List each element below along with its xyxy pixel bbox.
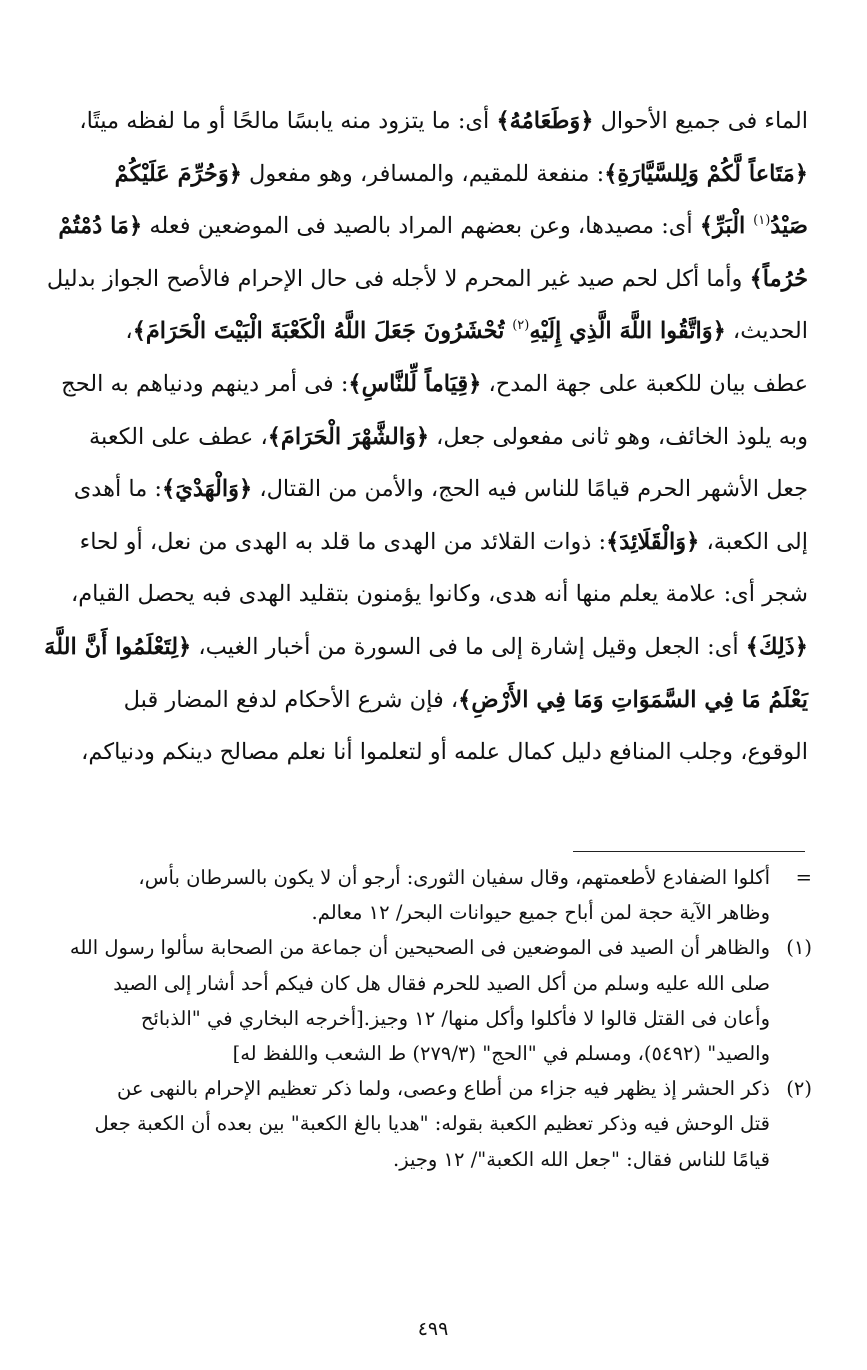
quran-verse: الْبَرِّ﴾ — [699, 213, 754, 240]
text-line — [61, 358, 808, 411]
footnote-ref: (٢) — [512, 318, 530, 334]
text-line — [100, 148, 808, 201]
commentary-text: عطف بيان للكعبة على جهة المدح، — [481, 370, 808, 397]
commentary-text: أى: مصيدها، وعن بعضهم المراد بالصيد فى الموضعين فعله — [142, 213, 700, 240]
commentary-text: : ذوات القلائد من الهدى ما قلد به الهدى من نعل، أو لحاء — [79, 528, 607, 555]
commentary-text: إلى الكعبة، — [699, 528, 808, 555]
quran-verse: صَيْدُ — [770, 213, 808, 240]
footnote — [69, 930, 812, 1071]
text-line — [88, 411, 808, 464]
footnote-line: وأعان فى القتل قالوا لا فأكلوا وأكل منها/ ١٢ وجيز.[أخرجه البخاري في "الذبائح — [140, 1006, 770, 1030]
footnote — [94, 1071, 812, 1177]
text-line — [79, 95, 808, 148]
text-line — [70, 568, 808, 621]
footnote-marker: = — [795, 866, 812, 889]
text-line — [100, 305, 808, 358]
quran-verse: تُحْشَرُونَ جَعَلَ اللَّهُ الْكَعْبَةَ الْبَيْتَ الْحَرَامَ﴾ — [132, 318, 513, 345]
footnote-line: وظاهر الآية حجة لمن أباح جميع حيوانات البحر/ ١٢ معالم. — [311, 901, 770, 925]
quran-verse: ﴿وَحُرِّمَ عَلَيْكُمْ — [114, 160, 242, 187]
text-line — [58, 200, 808, 253]
quran-verse: ﴿وَاتَّقُوا اللَّهَ الَّذِي إِلَيْهِ — [529, 318, 726, 345]
quran-verse: ﴿وَالْهَدْيَ﴾ — [162, 476, 253, 503]
footnote-marker: (٢) — [786, 1077, 812, 1101]
quran-verse: ﴿مَا دُمْتُمْ — [58, 213, 143, 240]
quran-verse: يَعْلَمُ مَا فِي السَّمَوَاتِ وَمَا فِي الأَرْضِ﴾ — [458, 686, 808, 713]
text-line — [100, 674, 808, 727]
commentary-text: : ما أهدى — [73, 476, 163, 503]
footnote-line: والظاهر أن الصيد فى الموضعين فى الصحيحين أن جماعة من الصحابة سألوا رسول الله — [69, 936, 770, 960]
commentary-text: أى: ما يتزود منه يابسًا مالحًا أو ما لفظه ميتًا، — [79, 108, 497, 134]
footnote-line: والصيد" (٥٤٩٢)، ومسلم في "الحج" (٢٧٩/٣) ط الشعب واللفظ له] — [232, 1041, 770, 1065]
quran-verse: ﴿ذَلِكَ﴾ — [745, 633, 808, 660]
text-line — [81, 726, 808, 779]
footnote-line: أكلوا الضفادع لأطعمتهم، وقال سفيان الثورى: أرجو أن لا يكون بالسرطان بأس، — [138, 866, 770, 889]
quran-verse: ﴿قِيَاماً لِّلنَّاسِ﴾ — [348, 370, 482, 397]
main-text — [44, 95, 808, 779]
commentary-text: ، — [125, 318, 133, 345]
text-line — [44, 621, 808, 674]
commentary-text: جعل الأشهر الحرم قيامًا للناس فيه الحج، والأمن من القتال، — [252, 476, 808, 503]
footnote — [100, 860, 812, 930]
footnotes — [69, 860, 812, 1177]
commentary-text: ، فإن شرع الأحكام لدفع المضار قبل — [123, 686, 459, 713]
page-number: ٤٩٩ — [417, 1318, 449, 1340]
footnote-line: ذكر الحشر إذ يظهر فيه جزاء من أطاع وعصى، ولما ذكر تعظيم الإحرام بالنهى عن — [116, 1077, 770, 1101]
footnote-separator — [573, 851, 805, 852]
commentary-text: الماء فى جميع الأحوال — [593, 108, 808, 134]
commentary-text: شجر أى: علامة يعلم منها أنه هدى، وكانوا يؤمنون بتقليد الهدى فبه يحصل القيام، — [70, 581, 808, 608]
footnote-line: صلى الله عليه وسلم من أكل الصيد للحرم فقال هل كان فيكم أحد أشار إلى الصيد — [113, 971, 770, 995]
quran-verse: ﴿وَالْقَلَائِدَ﴾ — [606, 528, 700, 555]
quran-verse: ﴿مَتَاعاً لَّكُمْ وَلِلسَّيَّارَةِ﴾ — [604, 160, 808, 187]
text-line — [73, 463, 808, 516]
commentary-text: الحديث، — [725, 318, 808, 345]
footnote-marker: (١) — [786, 936, 812, 960]
commentary-text: وأما أكل لحم صيد غير المحرم لا لأجله فى حال الإحرام فالأصح الجواز بدليل — [46, 265, 750, 292]
commentary-text: : فى أمر دينهم ودنياهم به الحج — [61, 370, 349, 397]
text-line — [46, 253, 808, 306]
commentary-text: أى: الجعل وقيل إشارة إلى ما فى السورة من أخبار الغيب، — [191, 633, 746, 660]
commentary-text: : منفعة للمقيم، والمسافر، وهو مفعول — [241, 160, 605, 187]
footnote-ref: (١) — [753, 213, 771, 229]
quran-verse: ﴿لِتَعْلَمُوا أَنَّ اللَّهَ — [44, 633, 192, 660]
footnote-line: قتل الوحش فيه وذكر تعظيم الكعبة بقوله: "هديا بالغ الكعبة" بين بعده أن الكعبة جعل — [94, 1112, 770, 1136]
quran-verse: حُرُماً﴾ — [749, 265, 808, 292]
commentary-text: ، عطف على الكعبة — [88, 423, 268, 450]
footnote-line: قيامًا للناس فقال: "جعل الله الكعبة"/ ١٢ وجيز. — [393, 1147, 770, 1171]
commentary-text: وبه يلوذ الخائف، وهو ثانى مفعولى جعل، — [429, 423, 808, 450]
quran-verse: ﴿وَطَعَامُهُ﴾ — [496, 108, 594, 134]
text-line — [79, 516, 808, 569]
commentary-text: الوقوع، وجلب المنافع دليل كمال علمه أو لتعلموا أنا نعلم مصالح دينكم ودنياكم، — [81, 739, 808, 766]
quran-verse: ﴿وَالشَّهْرَ الْحَرَامَ﴾ — [267, 423, 430, 450]
